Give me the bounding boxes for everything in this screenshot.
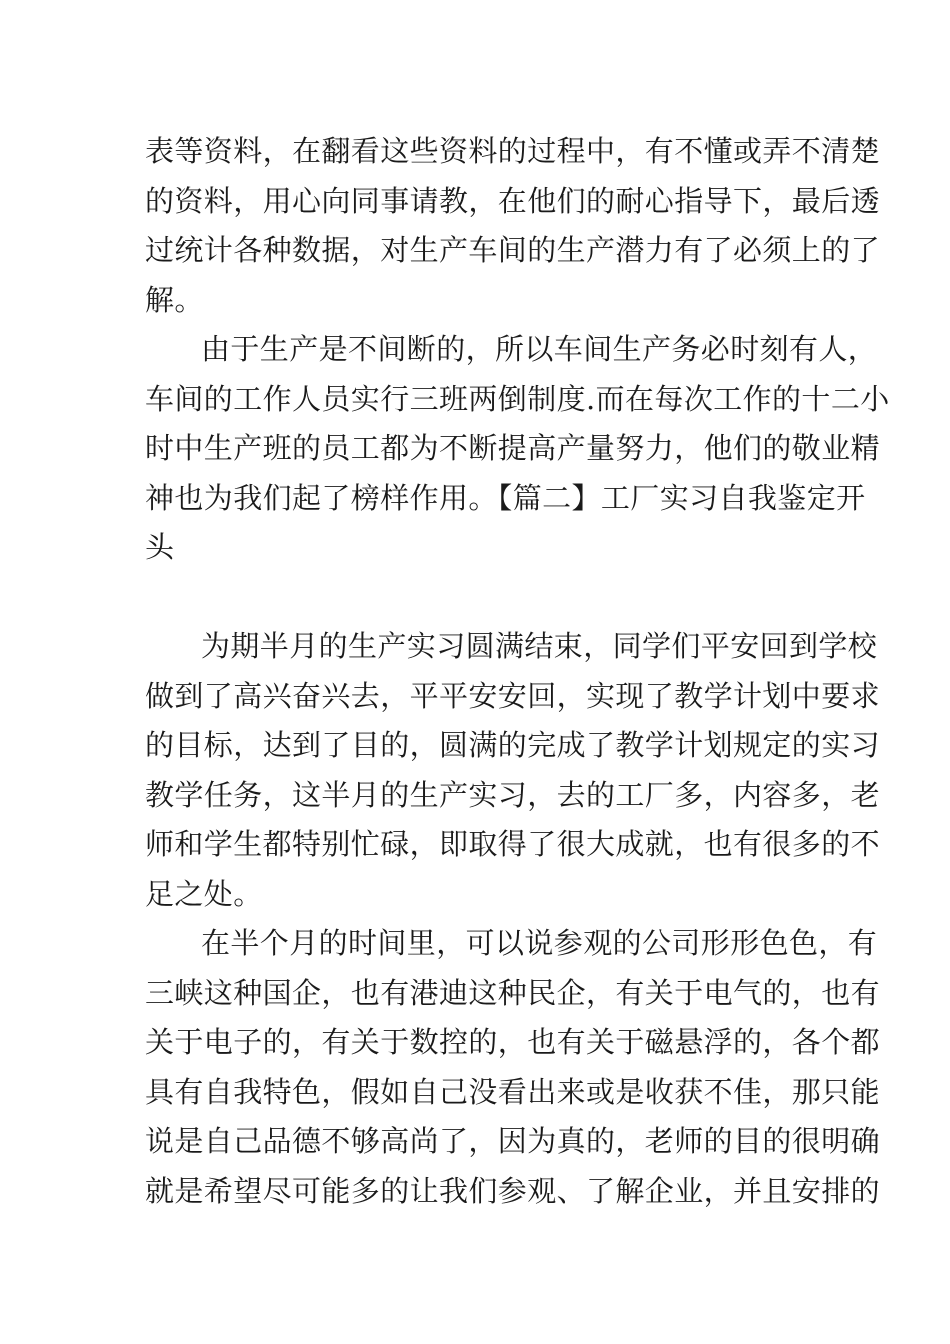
paragraph-2 xyxy=(145,325,890,573)
text-line: 神也为我们起了榜样作用。【篇二】工厂实习自我鉴定开 xyxy=(145,480,866,515)
text-line: 教学任务，这半月的生产实习，去的工厂多，内容多，老 xyxy=(145,777,881,812)
text-line: 由于生产是不间断的，所以车间生产务必时刻有人， xyxy=(201,332,878,366)
blank-line xyxy=(145,573,810,623)
text-line: 师和学生都特别忙碌，即取得了很大成就，也有很多的不 xyxy=(145,827,881,861)
text-line: 为期半月的生产实习圆满结束，同学们平安回到学校 xyxy=(201,629,878,663)
paragraph-4 xyxy=(145,919,881,1216)
text-line: 三峡这种国企，也有港迪这种民企，有关于电气的，也有 xyxy=(145,975,881,1010)
text-line: 的资料，用心向同事请教，在他们的耐心指导下，最后透 xyxy=(145,183,881,218)
document-body xyxy=(145,127,890,1216)
text-line: 车间的工作人员实行三班两倒制度.而在每次工作的十二小 xyxy=(145,381,890,416)
text-line: 表等资料，在翻看这些资料的过程中，有不懂或弄不清楚 xyxy=(145,134,881,168)
text-line: 解。 xyxy=(145,282,204,317)
paragraph-3 xyxy=(145,622,881,919)
text-line: 的目标，达到了目的，圆满的完成了教学计划规定的实习 xyxy=(145,728,881,762)
text-line: 说是自己品德不够高尚了，因为真的，老师的目的很明确 xyxy=(145,1124,881,1158)
text-line: 关于电子的，有关于数控的，也有关于磁悬浮的，各个都 xyxy=(145,1025,881,1059)
text-line: 就是希望尽可能多的让我们参观、了解企业，并且安排的 xyxy=(145,1173,881,1208)
text-line: 具有自我特色，假如自己没看出来或是收获不佳，那只能 xyxy=(145,1074,881,1109)
text-line: 时中生产班的员工都为不断提高产量努力，他们的敬业精 xyxy=(145,431,881,465)
text-line: 在半个月的时间里，可以说参观的公司形形色色，有 xyxy=(201,926,878,960)
text-line: 头 xyxy=(145,530,175,564)
paragraph-1 xyxy=(145,127,881,325)
text-line: 足之处。 xyxy=(145,876,263,911)
text-line: 过统计各种数据，对生产车间的生产潜力有了必须上的了 xyxy=(145,233,881,267)
text-line: 做到了高兴奋兴去，平平安安回，实现了教学计划中要求 xyxy=(145,678,881,713)
